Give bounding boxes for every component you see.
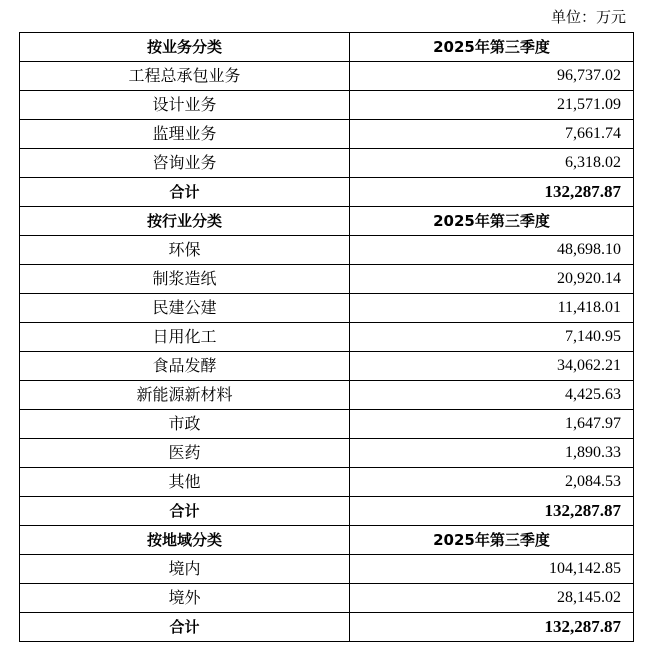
row-value: 48,698.10 [350,236,634,265]
total-value: 132,287.87 [350,497,634,526]
row-value: 11,418.01 [350,294,634,323]
unit-label: 单位：万元 [550,8,626,26]
section-header-business [20,33,634,62]
row-label: 日用化工 [20,323,350,352]
table-body [20,33,634,642]
total-label: 合计 [20,613,350,642]
row-label: 环保 [20,236,350,265]
total-row [20,613,634,642]
revenue-table [19,32,634,642]
table-row [20,91,634,120]
table-row [20,62,634,91]
header-category: 按地域分类 [20,526,350,555]
row-label: 监理业务 [20,120,350,149]
row-value: 96,737.02 [350,62,634,91]
table-row [20,468,634,497]
row-label: 民建公建 [20,294,350,323]
row-value: 1,890.33 [350,439,634,468]
row-value: 28,145.02 [350,584,634,613]
row-label: 食品发酵 [20,352,350,381]
row-label: 设计业务 [20,91,350,120]
row-label: 工程总承包业务 [20,62,350,91]
row-value: 2,084.53 [350,468,634,497]
row-value: 34,062.21 [350,352,634,381]
row-label: 境外 [20,584,350,613]
table-row [20,149,634,178]
table-row [20,352,634,381]
table-row [20,323,634,352]
row-label: 境内 [20,555,350,584]
section-header-region [20,526,634,555]
row-label: 新能源新材料 [20,381,350,410]
row-label: 咨询业务 [20,149,350,178]
row-value: 1,647.97 [350,410,634,439]
header-category: 按行业分类 [20,207,350,236]
table-row [20,555,634,584]
row-value: 20,920.14 [350,265,634,294]
total-row [20,178,634,207]
row-value: 7,140.95 [350,323,634,352]
row-label: 制浆造纸 [20,265,350,294]
table-row [20,236,634,265]
header-period: 2025年第三季度 [350,33,634,62]
row-label: 市政 [20,410,350,439]
row-value: 4,425.63 [350,381,634,410]
table-row [20,439,634,468]
total-label: 合计 [20,178,350,207]
row-value: 7,661.74 [350,120,634,149]
table-row [20,584,634,613]
row-value: 6,318.02 [350,149,634,178]
total-value: 132,287.87 [350,178,634,207]
table-row [20,265,634,294]
table-row [20,294,634,323]
header-category: 按业务分类 [20,33,350,62]
table-row [20,120,634,149]
row-value: 21,571.09 [350,91,634,120]
header-period: 2025年第三季度 [350,207,634,236]
total-label: 合计 [20,497,350,526]
row-value: 104,142.85 [350,555,634,584]
row-label: 其他 [20,468,350,497]
header-period: 2025年第三季度 [350,526,634,555]
section-header-industry [20,207,634,236]
table-row [20,410,634,439]
total-row [20,497,634,526]
row-label: 医药 [20,439,350,468]
total-value: 132,287.87 [350,613,634,642]
table-row [20,381,634,410]
